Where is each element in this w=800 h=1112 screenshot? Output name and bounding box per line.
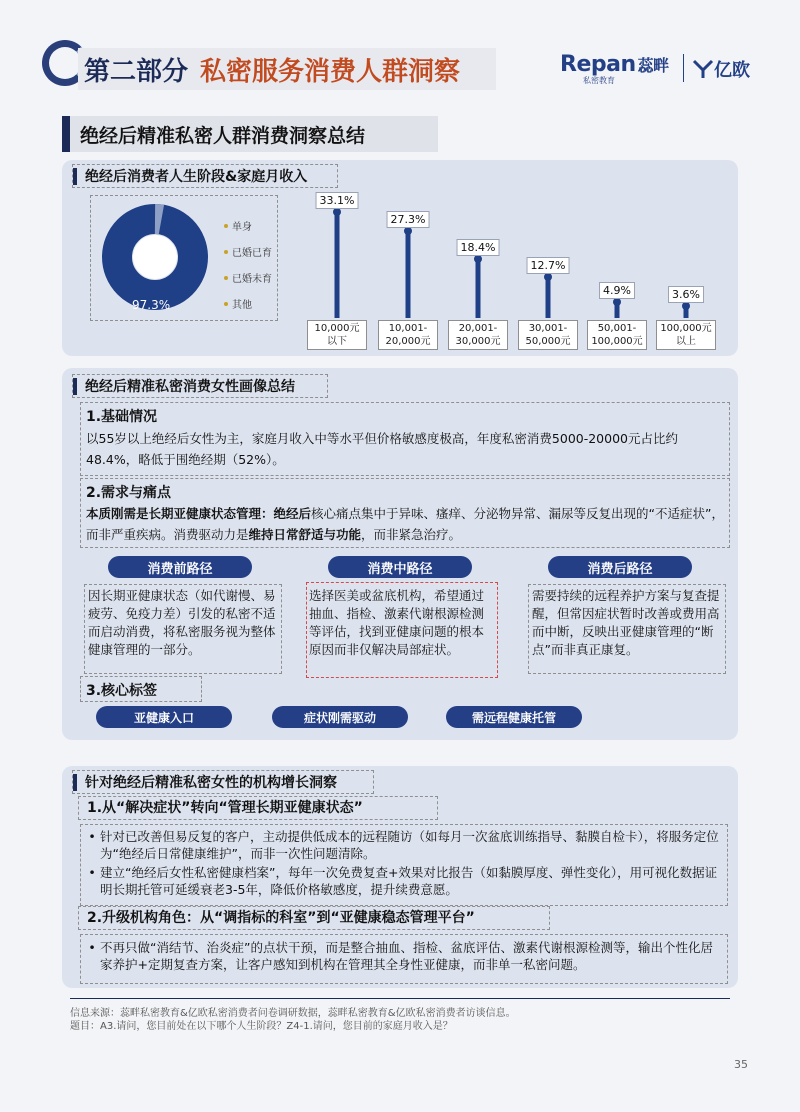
section-title <box>62 116 438 152</box>
panel-portrait-title: 绝经后精准私密消费女性画像总结 <box>85 379 295 395</box>
needs-text-bold-3: 维持日常舒适与功能 <box>248 527 362 542</box>
path-pill-during: 消费中路径 <box>328 556 472 578</box>
lollipop-value-label: 27.3% <box>387 211 430 228</box>
path-pill-before: 消费前路径 <box>108 556 252 578</box>
yiou-logo-text: 亿欧 <box>714 60 750 81</box>
legend-item <box>224 296 272 311</box>
page-number: 35 <box>734 1058 748 1071</box>
path-text-before: 因长期亚健康状态（如代谢慢、易疲劳、免疫力差）引发的私密不适而启动消费，将私密服务视为整体健康管理的一部分。 <box>88 588 276 657</box>
lollipop-value-label: 33.1% <box>316 192 359 209</box>
lollipop-stick <box>335 212 340 318</box>
lollipop-dot <box>682 302 690 310</box>
basic-info-heading: 1.基础情况 <box>86 409 158 425</box>
needs-heading: 2.需求与痛点 <box>86 485 172 501</box>
list-item-text: 建立“绝经后女性私密健康档案”，每年一次免费复查+效果对比报告（如黏膜厚度、弹性变化），用可视化数据证明长期托管可延缓衰老3-5年，降低价格敏感度，提升续费意愿。 <box>100 865 718 897</box>
list-item-text: 针对已改善但易反复的客户，主动提供低成本的远程随访（如每月一次盆底训练指导、黏膜自检卡），将服务定位为“绝经后日常健康维护”，而非一次性问题清除。 <box>100 829 719 861</box>
lollipop-stick <box>476 259 481 318</box>
donut-legend <box>224 218 272 311</box>
legend-label: 已婚已育 <box>232 248 272 259</box>
panel-income-title: 绝经后消费者人生阶段&家庭月收入 <box>85 169 308 185</box>
needs-text <box>86 503 726 545</box>
tags-heading: 3.核心标签 <box>86 683 158 699</box>
legend-item <box>224 270 272 285</box>
logo-divider <box>683 54 684 82</box>
section-title-bar <box>62 116 70 152</box>
needs-text-end: ，而非紧急治疗。 <box>361 527 462 542</box>
donut-chart <box>100 202 210 312</box>
page-header-title <box>78 48 496 90</box>
section-title-text: 绝经后精准私密人群消费洞察总结 <box>80 124 366 147</box>
lollipop-value-label: 3.6% <box>668 286 704 303</box>
list-item: • 不再只做“消结节、治炎症”的点状干预，而是整合抽血、指检、盆底评估、激素代谢根源检测等，输出个性化居家养护+定期复查方案，让客户感知到机构在管理其全身性亚健康，而非单一私密问题。 <box>84 939 722 973</box>
legend-item <box>224 244 272 259</box>
category-label: 10,000元 以下 <box>307 320 367 350</box>
lollipop-dot <box>474 255 482 263</box>
list-item: • 建立“绝经后女性私密健康档案”，每年一次免费复查+效果对比报告（如黏膜厚度、弹性变化），用可视化数据证明长期托管可延缓衰老3-5年，降低价格敏感度，提升续费意愿。 <box>84 864 722 898</box>
category-label: 20,001- 30,000元 <box>448 320 508 350</box>
lollipop-value-label: 4.9% <box>599 282 635 299</box>
yiou-logo-icon <box>692 59 714 79</box>
repan-logo-sub: 私密教育 <box>583 76 615 85</box>
lollipop-value-label: 18.4% <box>457 239 500 256</box>
growth-list-2 <box>84 939 722 973</box>
panel-growth-header <box>72 770 374 794</box>
repan-logo-text: Repan <box>560 52 636 77</box>
lollipop-dot <box>544 273 552 281</box>
panel-growth-title: 针对绝经后精准私密女性的机构增长洞察 <box>85 775 337 791</box>
part-label: 第二部分 <box>84 56 189 87</box>
footer-question: 题目：A3.请问，您目前处在以下哪个人生阶段？Z4-1.请问，您目前的家庭月收入是？ <box>70 1021 453 1032</box>
path-text-after: 需要持续的远程养护方案与复查提醒，但常因症状暂时改善或费用高而中断，反映出亚健康管理的“断点”而非真正康复。 <box>532 588 720 657</box>
donut-center-label: 97.3% <box>132 298 171 312</box>
footer-source: 信息来源：蕊畔私密教育&亿欧私密消费者问卷调研数据，蕊畔私密教育&亿欧私密消费者访谈信息。 <box>70 1008 516 1019</box>
path-pill-after: 消费后路径 <box>548 556 692 578</box>
footer-rule <box>70 998 730 999</box>
panel-portrait-header <box>72 374 328 398</box>
category-label: 100,000元 以上 <box>656 320 716 350</box>
growth-heading-2: 2.升级机构角色：从“调指标的科室”到“亚健康稳态管理平台” <box>78 906 550 930</box>
panel-income-header <box>72 164 338 188</box>
repan-logo-cn: 蕊畔 <box>637 56 669 75</box>
category-label: 50,001- 100,000元 <box>587 320 647 350</box>
lollipop-stick <box>406 231 411 318</box>
legend-label: 其他 <box>232 300 252 311</box>
lollipop-dot <box>404 227 412 235</box>
lollipop-stick <box>546 277 551 318</box>
list-item-text: 不再只做“消结节、治炎症”的点状干预，而是整合抽血、指检、盆底评估、激素代谢根源检测等，输出个性化居家养护+定期复查方案，让客户感知到机构在管理其全身性亚健康，而非单一私密问题。 <box>100 940 713 972</box>
needs-text-bold-2: 绝经后 <box>273 506 312 521</box>
legend-label: 已婚未育 <box>232 274 272 285</box>
tag-pill: 亚健康入口 <box>96 706 232 728</box>
needs-text-body: 核心痛点集中于异味、瘙痒、分泌物异常、漏尿等反复出现的“不适症状”，而非严重疾病。消费驱动力是 <box>86 506 724 542</box>
donut-slice-other <box>155 219 161 220</box>
lollipop-dot <box>333 208 341 216</box>
needs-text-bold-1: 本质刚需是长期亚健康状态管理： <box>86 506 274 521</box>
legend-label: 单身 <box>232 222 252 233</box>
yiou-logo <box>692 56 750 82</box>
path-text-during: 选择医美或盆底机构，希望通过抽血、指检、激素代谢根源检测等评估，找到亚健康问题的根本原因而非仅解决局部症状。 <box>309 588 485 657</box>
lollipop-dot <box>613 298 621 306</box>
tag-pill: 需远程健康托管 <box>446 706 582 728</box>
donut-hole <box>133 235 177 279</box>
category-label: 30,001- 50,000元 <box>518 320 578 350</box>
tag-pill: 症状刚需驱动 <box>272 706 408 728</box>
part-title: 私密服务消费人群洞察 <box>200 56 461 87</box>
lollipop-value-label: 12.7% <box>527 257 570 274</box>
basic-info-text: 以55岁以上绝经后女性为主，家庭月收入中等水平但价格敏感度极高，年度私密消费5000-20000元占比约48.4%，略低于围绝经期（52%）。 <box>86 431 678 467</box>
growth-heading-1: 1.从“解决症状”转向“管理长期亚健康状态” <box>78 796 438 820</box>
growth-list-1 <box>84 828 722 898</box>
list-item: • 针对已改善但易反复的客户，主动提供低成本的远程随访（如每月一次盆底训练指导、黏膜自检卡），将服务定位为“绝经后日常健康维护”，而非一次性问题清除。 <box>84 828 722 862</box>
legend-item <box>224 218 272 233</box>
repan-logo <box>560 52 669 77</box>
category-label: 10,001- 20,000元 <box>378 320 438 350</box>
